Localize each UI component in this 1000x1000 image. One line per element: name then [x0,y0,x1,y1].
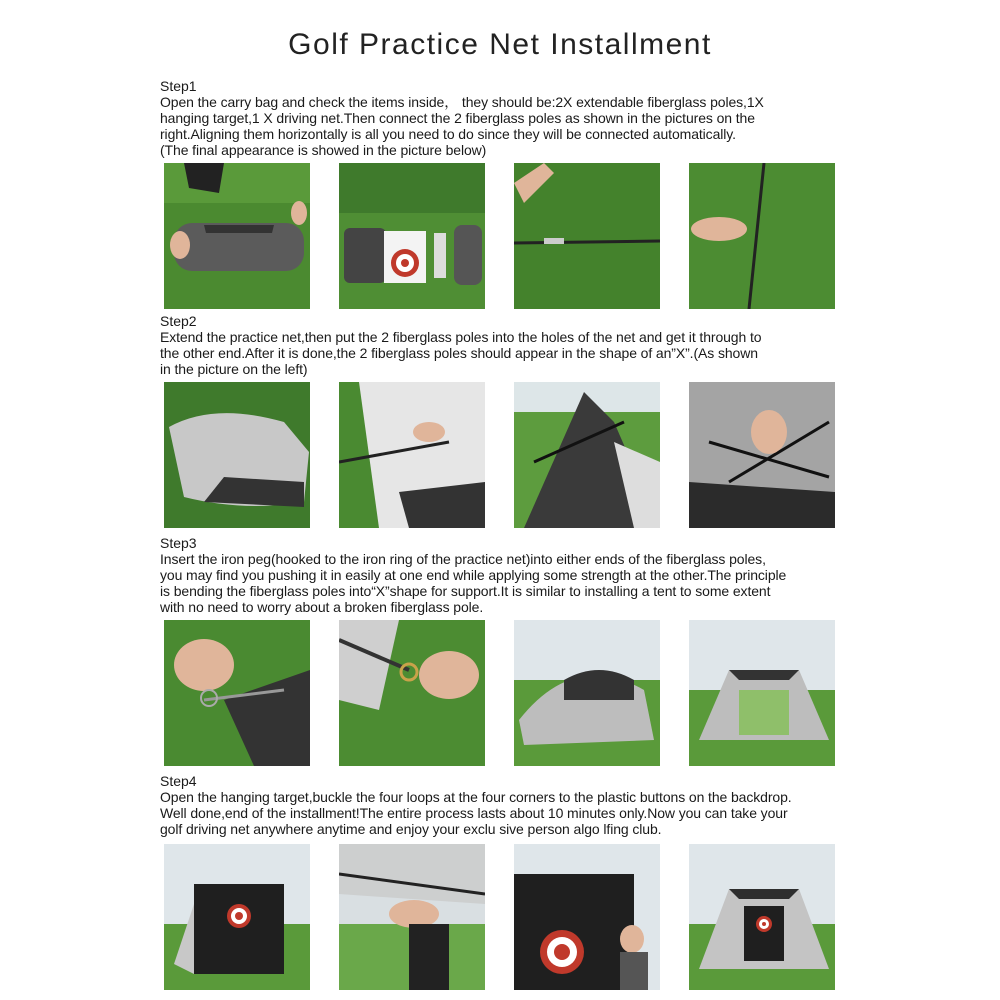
step1-heading: Step1 [160,78,197,94]
step2-heading: Step2 [160,313,197,329]
step2-photo-insert-pole [339,382,485,528]
step4-photo-row [164,844,835,990]
step4-line: golf driving net anywhere anytime and enjoy your exclu sive person algo lfing club. [160,821,662,837]
step2-photo-extend-net [164,382,310,528]
step3-heading: Step3 [160,535,197,551]
step3-photo-tent-front [689,620,835,766]
step1-line: (The final appearance is showed in the picture below) [160,142,487,158]
step4-photo-buckle-loops [339,844,485,990]
step1-photo-row [164,163,835,309]
step4-line: Open the hanging target,buckle the four loops at the four corners to the plastic buttons on the backdrop. [160,789,792,805]
step3-photo-iron-peg [164,620,310,766]
step2-photo-pole-through [514,382,660,528]
step1-line: right.Aligning them horizontally is all you need to do since they will be connected automatically. [160,126,736,142]
step2-text [160,329,840,377]
step1-photo-pole-hold [689,163,835,309]
step4-text [160,789,840,837]
step4-photo-target-hung [164,844,310,990]
step2-line: in the picture on the left) [160,361,308,377]
step1-photo-poles-connect [514,163,660,309]
step3-photo-ring-hook [339,620,485,766]
step3-text [160,551,840,615]
step2-photo-row [164,382,835,528]
step1-line: Open the carry bag and check the items inside， they should be:2X extendable fiberglass poles,1X [160,94,764,110]
step3-photo-tent-side [514,620,660,766]
page-title: Golf Practice Net Installment [288,28,712,61]
step2-line: the other end.After it is done,the 2 fiberglass poles should appear in the shape of an”X”.(As shown [160,345,758,361]
step1-text [160,94,840,158]
step3-line: Insert the iron peg(hooked to the iron ring of the practice net)into either ends of the fiberglass poles, [160,551,766,567]
step4-photo-target-inside [514,844,660,990]
step1-photo-carry-bag [164,163,310,309]
step4-photo-final-net [689,844,835,990]
step3-photo-row [164,620,835,766]
step3-line: with no need to worry about a broken fiberglass pole. [160,599,484,615]
step1-photo-items [339,163,485,309]
step1-line: hanging target,1 X driving net.Then connect the 2 fiberglass poles as shown in the pictures on the [160,110,755,126]
step4-heading: Step4 [160,773,197,789]
step3-line: you may find you pushing it in easily at one end while applying some strength at the other.The principle [160,567,787,583]
step2-line: Extend the practice net,then put the 2 fiberglass poles into the holes of the net and get it through to [160,329,762,345]
step4-line: Well done,end of the installment!The entire process lasts about 10 minutes only.Now you can take your [160,805,788,821]
step3-line: is bending the fiberglass poles into“X”shape for support.It is similar to installing a tent to some extent [160,583,771,599]
step2-photo-x-shape [689,382,835,528]
